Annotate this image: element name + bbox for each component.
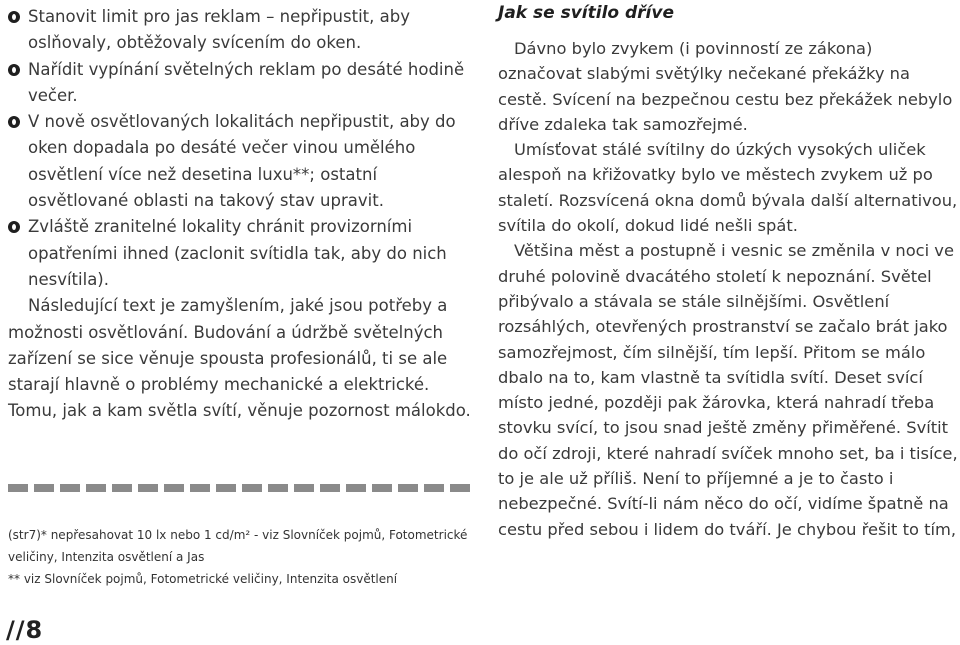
- left-column: [8, 4, 472, 586]
- page-number: //8: [6, 616, 44, 644]
- bullet-item: V nově osvětlovaných lokalitách nepřipustit, aby do oken dopadala po desáté večer vinou umělého osvětlení více než desetina luxu**; ostatní osvětlované oblasti na takový stav upravit.: [8, 109, 472, 214]
- footnote: (str7)* nepřesahovat 10 lx nebo 1 cd/m² - viz Slovníček pojmů, Fotometrické veličiny, Intenzita osvětlení a Jas: [8, 528, 468, 564]
- bullet-item: Nařídit vypínání světelných reklam po desáté hodině večer.: [8, 57, 472, 110]
- footnotes: [8, 524, 472, 590]
- bullet-item: Stanovit limit pro jas reklam – nepřipustit, aby oslňovaly, obtěžovaly svícením do oken.: [8, 4, 472, 57]
- body-paragraph: Dávno bylo zvykem (i povinností ze zákona) označovat slabými světýlky nečekané překážky na cestě. Svícení na bezpečnou cestu bez překážek nebylo dříve zdaleka tak samozřejmé.: [498, 39, 953, 134]
- right-column: [498, 0, 958, 542]
- section-heading: Jak se svítilo dříve: [498, 3, 674, 23]
- body-paragraph: Umísťovat stálé svítilny do úzkých vysokých uliček alespoň na křižovatky bylo ve městech zvykem už po staletí. Rozsvícená okna domů bývala další alternativou, svítila do okolí, dokud lidé nešli spát.: [498, 140, 958, 236]
- bullet-item: Zvláště zranitelné lokality chránit provizorními opatřeními ihned (zaclonit svítidla tak, aby do nich nesvítila).: [8, 214, 472, 293]
- body-paragraph: Většina měst a postupně i vesnic se změnila v noci ve druhé polovině dvacátého století k nepoznání. Světel přibývalo a stávala se stále silnějšími. Osvětlení rozsáhlých, otevřených prostranství se začalo brát jako samozřejmost, čím silnější, tím lepší. Přitom se málo dbalo na to, kam vlastně ta svítidla svítí. Deset svící místo jedné, později pak žárovka, která nahradí třeba stovku svící, to jsou snad ještě změny přiměřené. Svítit do očí zdroji, které nahradí svíček mnoho set, ba i tisíce, to je ale už příliš. Není to příjemné a je to často i nebezpečné. Svítí-li nám něco do očí, vidíme špatně na cestu před sebou i lidem do tváří. Je chybou řešit to tím,: [498, 241, 958, 539]
- dashed-divider: [8, 484, 472, 492]
- body-paragraph: Následující text je zamyšlením, jaké jsou potřeby a možnosti osvětlování. Budování a údržbě světelných zařízení se sice věnuje spousta profesionálů, ti se ale starají hlavně o problémy mechanické a elektrické. Tomu, jak a kam světla svítí, věnuje pozornost málokdo.: [8, 296, 471, 421]
- footnote: ** viz Slovníček pojmů, Fotometrické veličiny, Intenzita osvětlení: [8, 572, 398, 586]
